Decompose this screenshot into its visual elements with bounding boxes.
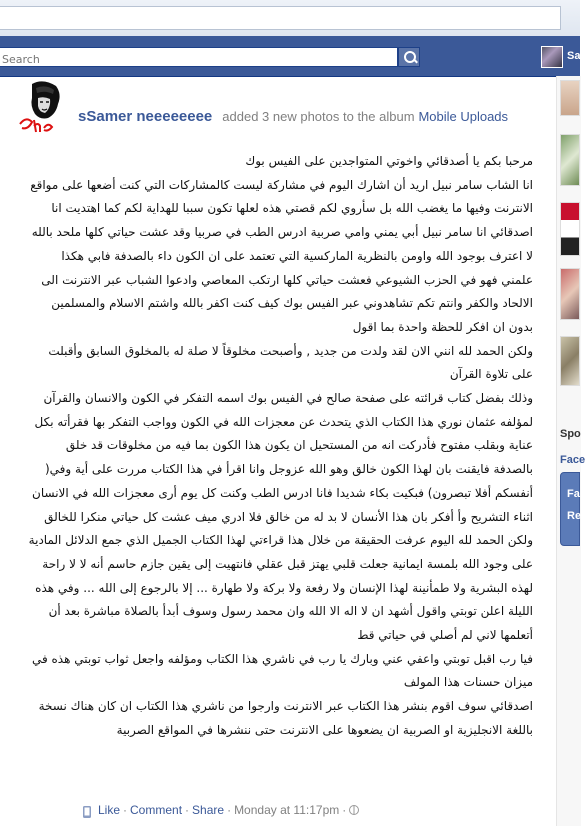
- post-paragraph: ولكن الحمد لله انني الان لقد ولدت من جديد , وأصبحت مخلوقاً لا صلة له بالمخلوق السابق وأقبلت على تلاوة القرآن: [48, 343, 533, 382]
- sidebar-photo-thumbnail[interactable]: [560, 336, 580, 386]
- post-paragraph: مرحبا بكم يا أصدقائي واخوتي المتواجدين على الفيس بوك: [245, 154, 533, 168]
- sidebar-ad-text: Re: [567, 510, 582, 522]
- search-input[interactable]: [2, 52, 372, 68]
- sidebar-sponsored-heading: Spo: [560, 428, 581, 440]
- like-link[interactable]: Like: [98, 803, 121, 817]
- author-avatar[interactable]: [18, 80, 68, 138]
- post-paragraph: فيا رب اقبل توبتي واعفي عني وبارك يا رب في ناشري هذا الكتاب ومؤلفه واجعل ثواب توبتي هذه في ميزان حسنات هذا المولف: [31, 651, 533, 690]
- sidebar-photo-thumbnail[interactable]: [560, 134, 580, 186]
- sidebar-ad-text: Fa: [567, 488, 580, 500]
- browser-address-bar[interactable]: [0, 6, 561, 30]
- timestamp[interactable]: Monday at 11:17pm: [234, 803, 340, 817]
- header-user-avatar[interactable]: [541, 46, 563, 68]
- right-sidebar: [556, 76, 581, 826]
- header-user-name[interactable]: Sa: [567, 50, 581, 62]
- story-header: [78, 108, 508, 125]
- globe-icon[interactable]: [349, 805, 359, 815]
- search-box[interactable]: [0, 47, 398, 67]
- post-paragraph: انا الشاب سامر نبيل اريد أن اشارك اليوم في مشاركة ليست كالمشاركات التي كنت أضعها على مواقع الانترنت وفيها ما يغضب الله بل سأروي لكم قصتي هذه لعلها تكون سببا للهداية لكم كما اهتديت انا: [30, 177, 533, 216]
- album-link[interactable]: Mobile Uploads: [418, 109, 509, 124]
- mobile-upload-icon: [80, 805, 94, 819]
- sidebar-ad-image[interactable]: [560, 472, 580, 546]
- sidebar-photo-thumbnail[interactable]: [560, 80, 580, 116]
- share-link[interactable]: Share: [192, 803, 225, 817]
- story-action-text: added 3 new photos to the album: [222, 109, 415, 124]
- search-button[interactable]: [398, 47, 420, 67]
- story-footer: Like · Comment · Share · Monday at 11:17pm ·: [98, 803, 359, 817]
- post-body: [28, 150, 533, 743]
- sidebar-photo-thumbnail[interactable]: [560, 202, 580, 256]
- post-paragraph: وذلك بفضل كتاب قرائته على صفحة صالح في الفيس بوك اسمه التفكر في الكون والانسان والقرآن لمؤلفه عثمان نوري هذا الكتاب الذي يتحدث عن معجزات الله في الكون وواجب التفكر بها فقرأته بكل عناية وبقلب مفتوح فأدركت انه من المستحيل ان يكون هذا الكون بما فيه من مخلوقات قد خلق بالصدفة فايقنت بان لهذا الكون خالق وهو الله عزوجل وانا اقرأ في هذا الكتاب مررت على أية وفي( أنفسكم أفلا تبصرون) فبكيت بكاء شديدا فانا ادرس الطب وكنت كل يوم أرى معجزات الله في الانسان اثناء التشريح وأ أفكر بان هذا الأنسان لا بد له من خالق فلا ادري ميف عشت كل حياتي منكرا للخالق ولكن الحمد لله اليوم عرفت الحقيقة من خلال هذا قراءتي لهذا الكتاب الجميل الذي جمع الدلائل المادية على وجود الله بلمسة ايمانية جعلت قلبي يهتز قبل عقلي فانتهيت إلى يقين جازم حاسم أنه لا لا راحة لهذه البشرية ولا طمأنينة لهذا الإنسان ولا رفعة ولا بركة ولا طهارة ... إلا بالرجوع إلى الله ... وفي هذه الليلة اعلن توبتي واقول أشهد ان لا اله الا الله وان محمد رسول وسوف أبدأ بالصلاة مباشرة بعد أن أتعلمها لاني لم أصلي في حياتي قط: [28, 391, 533, 643]
- post-paragraph: اصدقائي انا سامر نبيل أبي يمني وامي صربية ادرس الطب في صربيا وقد عشت حياتي كلها ملحد بالله لا اعترف بوجود الله واومن بالنظرية الماركسية التي تعتمد على ان الكون داء بالصدفة فابي هكذا علمني فهو في الحزب الشيوعي فعشت حياتي كلها ارتكب المعاصي وادعوا الشباب عبر الانترنت الى الالحاد والكفر وانتم تكم تشاهدوني عبر الفيس بوك كيف كنت اكفر بالله واشتم الاسلام والمسلمين بدون ان افكر للحظة واحدة بما اقول: [31, 225, 533, 334]
- signature-mark: [20, 119, 52, 132]
- comment-link[interactable]: Comment: [130, 803, 183, 817]
- story-author-link[interactable]: sSamer neeeeeeee: [78, 108, 213, 125]
- sidebar-photo-thumbnail[interactable]: [560, 268, 580, 320]
- browser-toolbar: [0, 0, 580, 37]
- post-paragraph: اصدقائي سوف اقوم بنشر هذا الكتاب عبر الانترنت وارجوا من ناشري هذا الكتاب ان كان هناك نسخة باللغة الانجليزية او الصربية ان يضعوها على الانترنت حتى ننشرها في المواقع الصربية: [38, 699, 533, 737]
- sidebar-ad-title[interactable]: Face: [560, 454, 585, 466]
